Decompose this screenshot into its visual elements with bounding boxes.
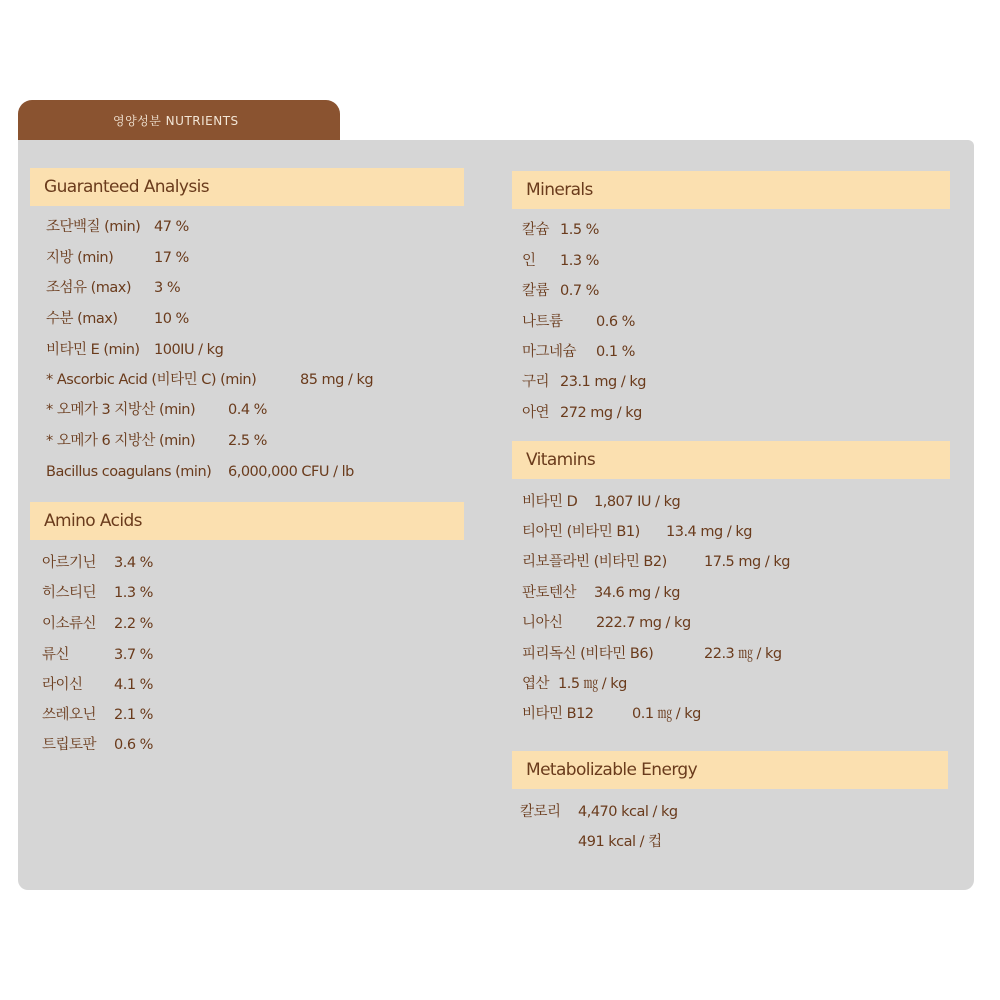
- nutrient-label: 히스티딘: [42, 585, 97, 601]
- nutrient-value: 6,000,000 CFU / lb: [228, 464, 354, 480]
- nutrient-value: 3.4 %: [114, 555, 153, 571]
- nutrient-value: 0.1 ㎎ / kg: [632, 706, 701, 722]
- nutrient-label: 니아신: [522, 615, 563, 631]
- nutrient-value: 1.5 %: [560, 222, 599, 238]
- vitamins-header: [512, 441, 950, 479]
- mineral-row: [522, 218, 822, 242]
- nutrient-value: 10 %: [154, 311, 189, 327]
- mineral-row: [522, 310, 822, 334]
- nutrient-label: 비타민 B12: [522, 706, 594, 722]
- vitamin-row: [522, 520, 952, 544]
- nutrient-label: 류신: [42, 647, 70, 663]
- nutrient-value: 0.7 %: [560, 283, 599, 299]
- vitamin-row: [522, 581, 952, 605]
- amino-row: [42, 551, 342, 575]
- nutrient-value: 23.1 mg / kg: [560, 374, 646, 390]
- nutrient-value: 100IU / kg: [154, 342, 224, 358]
- section-title: Minerals: [526, 180, 593, 200]
- mineral-row: [522, 279, 822, 303]
- guaranteed-row: [46, 246, 446, 270]
- nutrient-label: 티아민 (비타민 B1): [522, 524, 640, 540]
- section-title: Metabolizable Energy: [526, 760, 698, 780]
- amino-row: [42, 581, 342, 605]
- guaranteed-analysis-header: [30, 168, 464, 206]
- nutrient-value: 4,470 kcal / kg: [578, 804, 678, 820]
- vitamin-row: [522, 702, 952, 726]
- nutrient-label: 인: [522, 253, 536, 269]
- nutrient-value: 17.5 mg / kg: [704, 554, 790, 570]
- nutrient-value: 1.5 ㎎ / kg: [558, 676, 627, 692]
- nutrient-label: 수분 (max): [46, 311, 118, 327]
- guaranteed-row: [46, 460, 446, 484]
- nutrient-label: 칼로리: [520, 804, 561, 820]
- nutrient-value: 17 %: [154, 250, 189, 266]
- nutrient-value: 47 %: [154, 219, 189, 235]
- nutrient-label: 피리독신 (비타민 B6): [522, 646, 654, 662]
- nutrient-label: 트립토판: [42, 737, 97, 753]
- nutrient-label: 아르기닌: [42, 555, 97, 571]
- amino-row: [42, 643, 342, 667]
- nutrient-label: 리보플라빈 (비타민 B2): [522, 554, 667, 570]
- guaranteed-row: [46, 215, 446, 239]
- nutrient-value: 1.3 %: [114, 585, 153, 601]
- nutrient-label: 나트륨: [522, 314, 563, 330]
- nutrient-label: 조섬유 (max): [46, 280, 132, 296]
- nutrient-value: 1,807 IU / kg: [594, 494, 681, 510]
- guaranteed-row: [46, 368, 446, 392]
- nutrient-value: 0.6 %: [596, 314, 635, 330]
- section-title: Amino Acids: [44, 511, 142, 531]
- nutrient-value: 22.3 ㎎ / kg: [704, 646, 782, 662]
- nutrient-value: 1.3 %: [560, 253, 599, 269]
- nutrient-value: 0.1 %: [596, 344, 635, 360]
- amino-row: [42, 703, 342, 727]
- nutrient-label: 칼슘: [522, 222, 550, 238]
- energy-row: [520, 830, 820, 854]
- amino-row: [42, 612, 342, 636]
- nutrient-label: 라이신: [42, 677, 83, 693]
- nutrient-value: 0.6 %: [114, 737, 153, 753]
- guaranteed-row: [46, 307, 446, 331]
- nutrient-label: 판토텐산: [522, 585, 577, 601]
- nutrient-label: * Ascorbic Acid (비타민 C) (min): [46, 372, 257, 388]
- nutrient-label: * 오메가 6 지방산 (min): [46, 433, 196, 449]
- nutrient-label: 엽산: [522, 676, 550, 692]
- nutrient-value: 3.7 %: [114, 647, 153, 663]
- nutrient-value: 0.4 %: [228, 402, 267, 418]
- mineral-row: [522, 249, 822, 273]
- metabolizable-energy-header: [512, 751, 948, 789]
- vitamin-row: [522, 611, 952, 635]
- guaranteed-row: [46, 429, 446, 453]
- nutrient-label: * 오메가 3 지방산 (min): [46, 402, 196, 418]
- nutrient-value: 34.6 mg / kg: [594, 585, 680, 601]
- vitamin-row: [522, 490, 952, 514]
- section-title: Guaranteed Analysis: [44, 177, 209, 197]
- nutrient-value: 2.2 %: [114, 616, 153, 632]
- nutrient-value: 2.1 %: [114, 707, 153, 723]
- mineral-row: [522, 370, 822, 394]
- tab-label: 영양성분 NUTRIENTS: [113, 113, 239, 128]
- mineral-row: [522, 340, 822, 364]
- nutrient-label: 이소류신: [42, 616, 97, 632]
- amino-row: [42, 733, 342, 757]
- nutrient-label: 비타민 E (min): [46, 342, 140, 358]
- nutrient-label: 구리: [522, 374, 550, 390]
- vitamin-row: [522, 672, 952, 696]
- nutrient-label: 비타민 D: [522, 494, 578, 510]
- nutrient-label: Bacillus coagulans (min): [46, 464, 212, 480]
- nutrient-value: 272 mg / kg: [560, 405, 642, 421]
- nutrient-label: 조단백질 (min): [46, 219, 141, 235]
- nutrient-label: 칼륨: [522, 283, 550, 299]
- nutrient-label: 아연: [522, 405, 550, 421]
- nutrient-label: 지방 (min): [46, 250, 114, 266]
- vitamin-row: [522, 550, 952, 574]
- guaranteed-row: [46, 338, 446, 362]
- vitamin-row: [522, 642, 952, 666]
- energy-row: [520, 800, 820, 824]
- nutrients-tab: [18, 100, 340, 140]
- nutrient-label: 마그네슘: [522, 344, 577, 360]
- minerals-header: [512, 171, 950, 209]
- nutrient-value: 491 kcal / 컵: [578, 834, 662, 850]
- nutrient-value: 13.4 mg / kg: [666, 524, 752, 540]
- nutrient-value: 4.1 %: [114, 677, 153, 693]
- nutrient-value: 222.7 mg / kg: [596, 615, 691, 631]
- amino-row: [42, 673, 342, 697]
- guaranteed-row: [46, 276, 446, 300]
- mineral-row: [522, 401, 822, 425]
- nutrient-value: 3 %: [154, 280, 181, 296]
- amino-acids-header: [30, 502, 464, 540]
- nutrient-value: 85 mg / kg: [300, 372, 374, 388]
- section-title: Vitamins: [526, 450, 596, 470]
- guaranteed-row: [46, 398, 446, 422]
- nutrient-label: 쓰레오닌: [42, 707, 97, 723]
- nutrient-value: 2.5 %: [228, 433, 267, 449]
